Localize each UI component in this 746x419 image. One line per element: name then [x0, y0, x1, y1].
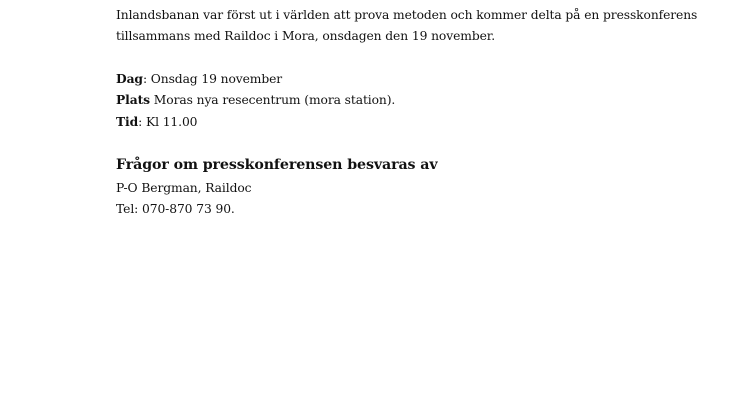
detail-place-value: Moras nya resecentrum (mora station).	[150, 93, 396, 107]
contact-name: P-O Bergman, Raildoc	[116, 181, 252, 195]
detail-time-value: : Kl 11.00	[138, 115, 198, 129]
detail-day	[116, 71, 282, 87]
detail-time	[116, 114, 197, 130]
intro-text-line-2: tillsammans med Raildoc i Mora, onsdagen den 19 november.	[116, 29, 496, 43]
detail-day-value: : Onsdag 19 november	[142, 72, 283, 86]
detail-day-label: Dag	[116, 71, 143, 86]
contact-heading: Frågor om presskonferensen besvaras av	[116, 157, 438, 173]
detail-time-label: Tid	[116, 114, 139, 129]
intro-text-line-1: Inlandsbanan var först ut i världen att prova metoden och kommer delta på en presskonferens	[116, 8, 698, 22]
detail-place-label: Plats	[116, 92, 150, 107]
detail-place	[116, 92, 395, 108]
contact-phone: Tel: 070-870 73 90.	[116, 202, 235, 216]
